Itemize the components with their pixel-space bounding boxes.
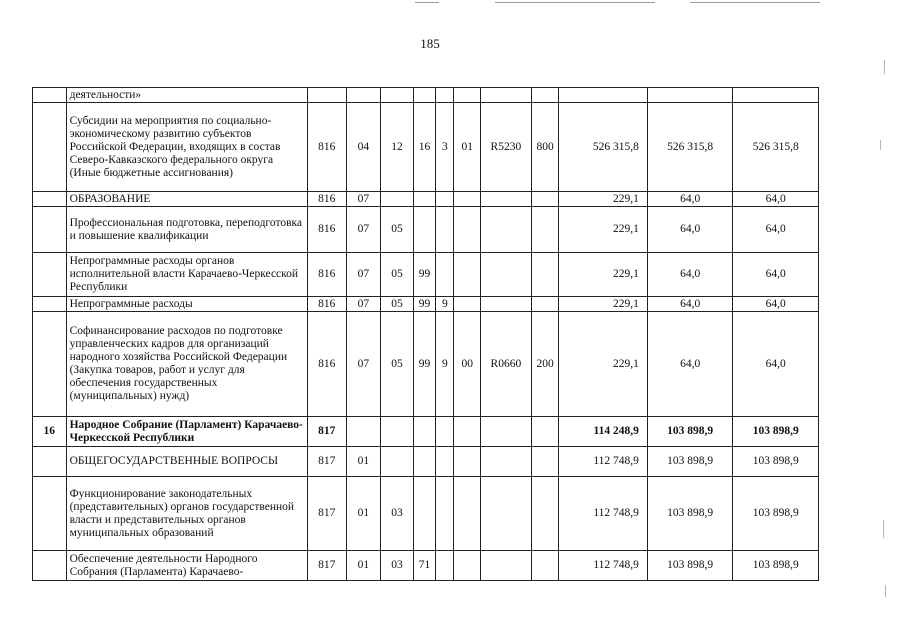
ministry-code: 817 (307, 477, 346, 551)
expense-type-code (531, 551, 558, 581)
article-code (413, 88, 435, 103)
article-code (413, 477, 435, 551)
subarticle-code (436, 253, 454, 297)
section-code: 07 (346, 312, 381, 417)
table-row (33, 312, 819, 417)
ministry-code: 816 (307, 297, 346, 312)
amount-year-2: 103 898,9 (647, 477, 733, 551)
scan-mark (880, 140, 881, 150)
article-code: 99 (413, 297, 435, 312)
table-row (33, 417, 819, 447)
row-name: Непрограммные расходы органов исполнительной власти Карачаево-Черкесской Республики (66, 253, 307, 297)
row-name: ОБРАЗОВАНИЕ (66, 192, 307, 207)
section-code: 04 (346, 103, 381, 192)
table-row (33, 253, 819, 297)
expense-type-code (531, 207, 558, 253)
table-row (33, 192, 819, 207)
amount-year-2: 64,0 (647, 207, 733, 253)
article-code: 16 (413, 103, 435, 192)
row-number (33, 447, 67, 477)
page-number: 185 (420, 36, 440, 51)
ministry-code (307, 88, 346, 103)
item-code (480, 551, 531, 581)
amount-year-1: 229,1 (559, 312, 648, 417)
subarticle-code-2 (454, 447, 480, 477)
article-code: 71 (413, 551, 435, 581)
subarticle-code: 9 (436, 312, 454, 417)
amount-year-3: 526 315,8 (733, 103, 819, 192)
ministry-code: 816 (307, 192, 346, 207)
amount-year-3: 103 898,9 (733, 477, 819, 551)
row-name: Субсидии на мероприятия по социально-экономическому развитию субъектов Российской Федерации, входящих в состав Северо-Кавказского федерального округа (Иные бюджетные ассигнования) (66, 103, 307, 192)
amount-year-2: 526 315,8 (647, 103, 733, 192)
item-code (480, 417, 531, 447)
row-number (33, 551, 67, 581)
subsection-code (381, 88, 414, 103)
subarticle-code-2 (454, 551, 480, 581)
table-row (33, 297, 819, 312)
amount-year-1: 229,1 (559, 297, 648, 312)
amount-year-3: 64,0 (733, 253, 819, 297)
amount-year-1: 229,1 (559, 192, 648, 207)
subarticle-code (436, 477, 454, 551)
row-number (33, 207, 67, 253)
expense-type-code (531, 253, 558, 297)
subarticle-code (436, 192, 454, 207)
amount-year-1: 112 748,9 (559, 551, 648, 581)
expense-type-code: 800 (531, 103, 558, 192)
scan-mark (884, 60, 885, 74)
scan-mark (883, 520, 884, 538)
scan-mark (415, 2, 439, 3)
subarticle-code-2 (454, 253, 480, 297)
table-row (33, 551, 819, 581)
row-name: Народное Собрание (Парламент) Карачаево-Черкесской Республики (66, 417, 307, 447)
item-code (480, 88, 531, 103)
row-number (33, 312, 67, 417)
subarticle-code-2 (454, 417, 480, 447)
subarticle-code-2 (454, 192, 480, 207)
row-name: Профессиональная подготовка, переподготовка и повышение квалификации (66, 207, 307, 253)
row-number: 16 (33, 417, 67, 447)
subarticle-code (436, 417, 454, 447)
subarticle-code-2: 00 (454, 312, 480, 417)
article-code (413, 207, 435, 253)
article-code (413, 447, 435, 477)
item-code (480, 297, 531, 312)
amount-year-2: 103 898,9 (647, 417, 733, 447)
subsection-code (381, 447, 414, 477)
amount-year-3: 64,0 (733, 297, 819, 312)
table-row (33, 103, 819, 192)
subarticle-code: 9 (436, 297, 454, 312)
section-code: 07 (346, 297, 381, 312)
section-code: 01 (346, 477, 381, 551)
subarticle-code-2 (454, 88, 480, 103)
ministry-code: 817 (307, 551, 346, 581)
article-code (413, 417, 435, 447)
amount-year-1: 229,1 (559, 207, 648, 253)
subarticle-code (436, 551, 454, 581)
amount-year-2: 64,0 (647, 253, 733, 297)
row-number (33, 253, 67, 297)
subsection-code: 05 (381, 312, 414, 417)
subsection-code (381, 417, 414, 447)
scan-mark (885, 585, 886, 597)
row-number (33, 192, 67, 207)
section-code: 07 (346, 192, 381, 207)
expense-type-code: 200 (531, 312, 558, 417)
row-name: Обеспечение деятельности Народного Собрания (Парламента) Карачаево- (66, 551, 307, 581)
amount-year-3: 103 898,9 (733, 447, 819, 477)
ministry-code: 817 (307, 417, 346, 447)
budget-table (32, 87, 819, 581)
subsection-code: 05 (381, 207, 414, 253)
section-code (346, 88, 381, 103)
expense-type-code (531, 88, 558, 103)
row-name: Непрограммные расходы (66, 297, 307, 312)
item-code (480, 477, 531, 551)
item-code (480, 192, 531, 207)
amount-year-1: 229,1 (559, 253, 648, 297)
row-number (33, 88, 67, 103)
amount-year-2: 64,0 (647, 297, 733, 312)
subarticle-code-2 (454, 297, 480, 312)
row-name: Функционирование законодательных (представительных) органов государственной власти и представительных органов муниципальных образований (66, 477, 307, 551)
amount-year-2: 103 898,9 (647, 551, 733, 581)
amount-year-1 (559, 88, 648, 103)
ministry-code: 817 (307, 447, 346, 477)
amount-year-3: 103 898,9 (733, 551, 819, 581)
amount-year-1: 114 248,9 (559, 417, 648, 447)
table-row (33, 447, 819, 477)
amount-year-3: 64,0 (733, 207, 819, 253)
expense-type-code (531, 477, 558, 551)
item-code (480, 253, 531, 297)
section-code: 07 (346, 207, 381, 253)
ministry-code: 816 (307, 207, 346, 253)
subsection-code: 03 (381, 551, 414, 581)
scan-mark (495, 2, 655, 3)
row-number (33, 103, 67, 192)
ministry-code: 816 (307, 312, 346, 417)
table-row (33, 477, 819, 551)
scan-mark (690, 2, 820, 3)
amount-year-3: 64,0 (733, 312, 819, 417)
subsection-code: 03 (381, 477, 414, 551)
row-name: деятельности» (66, 88, 307, 103)
expense-type-code (531, 297, 558, 312)
subarticle-code (436, 447, 454, 477)
subarticle-code-2 (454, 477, 480, 551)
amount-year-1: 112 748,9 (559, 477, 648, 551)
amount-year-2: 64,0 (647, 192, 733, 207)
subsection-code: 12 (381, 103, 414, 192)
subarticle-code (436, 207, 454, 253)
article-code (413, 192, 435, 207)
amount-year-3 (733, 88, 819, 103)
section-code: 07 (346, 253, 381, 297)
amount-year-3: 64,0 (733, 192, 819, 207)
section-code (346, 417, 381, 447)
expense-type-code (531, 192, 558, 207)
amount-year-3: 103 898,9 (733, 417, 819, 447)
row-number (33, 477, 67, 551)
amount-year-2 (647, 88, 733, 103)
table-row (33, 207, 819, 253)
ministry-code: 816 (307, 103, 346, 192)
item-code: R5230 (480, 103, 531, 192)
ministry-code: 816 (307, 253, 346, 297)
amount-year-1: 526 315,8 (559, 103, 648, 192)
section-code: 01 (346, 551, 381, 581)
article-code: 99 (413, 253, 435, 297)
item-code (480, 447, 531, 477)
subsection-code: 05 (381, 297, 414, 312)
subarticle-code-2 (454, 207, 480, 253)
subarticle-code (436, 88, 454, 103)
subsection-code: 05 (381, 253, 414, 297)
item-code: R0660 (480, 312, 531, 417)
amount-year-1: 112 748,9 (559, 447, 648, 477)
row-number (33, 297, 67, 312)
subarticle-code-2: 01 (454, 103, 480, 192)
section-code: 01 (346, 447, 381, 477)
expense-type-code (531, 447, 558, 477)
row-name: ОБЩЕГОСУДАРСТВЕННЫЕ ВОПРОСЫ (66, 447, 307, 477)
row-name: Софинансирование расходов по подготовке управленческих кадров для организаций народного хозяйства Российской Федерации (Закупка товаров, работ и услуг для обеспечения государственных (муниципальных) нужд) (66, 312, 307, 417)
amount-year-2: 103 898,9 (647, 447, 733, 477)
amount-year-2: 64,0 (647, 312, 733, 417)
expense-type-code (531, 417, 558, 447)
item-code (480, 207, 531, 253)
article-code: 99 (413, 312, 435, 417)
table-row (33, 88, 819, 103)
subsection-code (381, 192, 414, 207)
subarticle-code: 3 (436, 103, 454, 192)
